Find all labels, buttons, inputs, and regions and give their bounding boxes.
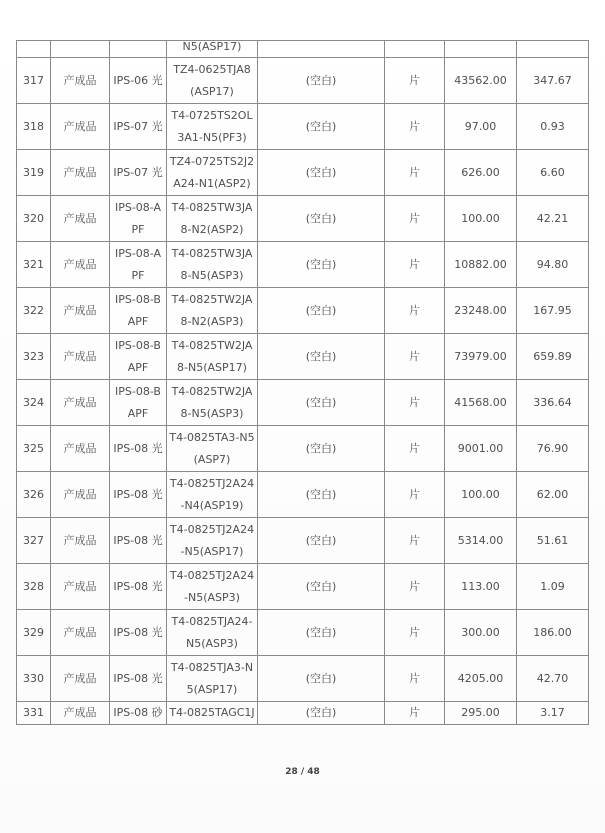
cell-name: IPS-08-BAPF (110, 288, 167, 334)
cell-amount: 336.64 (517, 380, 589, 426)
cell-amount: 347.67 (517, 58, 589, 104)
cell-blank: (空白) (258, 104, 385, 150)
cell-blank: (空白) (258, 150, 385, 196)
cell-amount: 3.17 (517, 702, 589, 725)
cell-amount: 62.00 (517, 472, 589, 518)
cell-qty: 113.00 (445, 564, 517, 610)
table-row (17, 702, 589, 725)
cell-no: 331 (17, 702, 51, 725)
cell-blank: (空白) (258, 472, 385, 518)
cell-type: 产成品 (51, 380, 110, 426)
cell-amount: 42.21 (517, 196, 589, 242)
cell-qty: 41568.00 (445, 380, 517, 426)
cell (110, 41, 167, 58)
table-row-continued (17, 41, 589, 58)
cell-model: T4-0825TW3JA8-N2(ASP2) (167, 196, 258, 242)
cell-unit: 片 (385, 610, 445, 656)
cell-no: 328 (17, 564, 51, 610)
cell (258, 41, 385, 58)
cell-unit: 片 (385, 150, 445, 196)
table-row (17, 150, 589, 196)
cell-type: 产成品 (51, 242, 110, 288)
cell-unit: 片 (385, 242, 445, 288)
cell-name: IPS-08-BAPF (110, 334, 167, 380)
cell-no: 326 (17, 472, 51, 518)
cell (51, 41, 110, 58)
cell-blank: (空白) (258, 58, 385, 104)
cell-type: 产成品 (51, 426, 110, 472)
table-row (17, 334, 589, 380)
table-row (17, 472, 589, 518)
cell-name: IPS-08 光 (110, 564, 167, 610)
cell-type: 产成品 (51, 656, 110, 702)
cell-unit: 片 (385, 702, 445, 725)
cell-blank: (空白) (258, 518, 385, 564)
cell-amount: 42.70 (517, 656, 589, 702)
cell (17, 41, 51, 58)
cell-unit: 片 (385, 288, 445, 334)
inventory-table (16, 40, 589, 725)
cell-no: 321 (17, 242, 51, 288)
cell-qty: 626.00 (445, 150, 517, 196)
cell-model: N5(ASP17) (167, 41, 258, 58)
cell-no: 324 (17, 380, 51, 426)
table-row (17, 656, 589, 702)
cell-blank: (空白) (258, 426, 385, 472)
table-row (17, 58, 589, 104)
cell-amount: 1.09 (517, 564, 589, 610)
cell-type: 产成品 (51, 610, 110, 656)
cell-unit: 片 (385, 104, 445, 150)
cell-amount: 76.90 (517, 426, 589, 472)
cell-qty: 43562.00 (445, 58, 517, 104)
cell-type: 产成品 (51, 196, 110, 242)
cell-model: T4-0825TA3-N5(ASP7) (167, 426, 258, 472)
cell-name: IPS-07 光 (110, 150, 167, 196)
cell-model: T4-0825TJ2A24-N5(ASP17) (167, 518, 258, 564)
cell-name: IPS-08 光 (110, 426, 167, 472)
cell-unit: 片 (385, 380, 445, 426)
cell-type: 产成品 (51, 58, 110, 104)
cell-amount: 167.95 (517, 288, 589, 334)
cell (385, 41, 445, 58)
cell-model: TZ4-0625TJA8(ASP17) (167, 58, 258, 104)
table-row (17, 518, 589, 564)
cell-blank: (空白) (258, 242, 385, 288)
cell-model: T4-0725TS2OL3A1-N5(PF3) (167, 104, 258, 150)
cell-unit: 片 (385, 564, 445, 610)
cell-no: 317 (17, 58, 51, 104)
cell-amount: 51.61 (517, 518, 589, 564)
cell-unit: 片 (385, 334, 445, 380)
cell-name: IPS-08 光 (110, 472, 167, 518)
cell-model: T4-0825TW3JA8-N5(ASP3) (167, 242, 258, 288)
table-row (17, 426, 589, 472)
table-row (17, 380, 589, 426)
cell-no: 325 (17, 426, 51, 472)
table-row (17, 564, 589, 610)
cell-qty: 97.00 (445, 104, 517, 150)
cell-unit: 片 (385, 196, 445, 242)
cell-blank: (空白) (258, 334, 385, 380)
cell-model: T4-0825TJA3-N5(ASP17) (167, 656, 258, 702)
cell-no: 330 (17, 656, 51, 702)
cell-type: 产成品 (51, 150, 110, 196)
cell-no: 323 (17, 334, 51, 380)
cell-unit: 片 (385, 426, 445, 472)
cell-unit: 片 (385, 656, 445, 702)
cell (517, 41, 589, 58)
cell-name: IPS-07 光 (110, 104, 167, 150)
cell-model: T4-0825TW2JA8-N5(ASP3) (167, 380, 258, 426)
cell-qty: 10882.00 (445, 242, 517, 288)
cell-name: IPS-08 光 (110, 518, 167, 564)
cell-model: T4-0825TJ2A24-N4(ASP19) (167, 472, 258, 518)
cell-qty: 4205.00 (445, 656, 517, 702)
cell-type: 产成品 (51, 518, 110, 564)
cell-blank: (空白) (258, 656, 385, 702)
cell-no: 329 (17, 610, 51, 656)
cell-blank: (空白) (258, 610, 385, 656)
cell-qty: 73979.00 (445, 334, 517, 380)
cell-amount: 94.80 (517, 242, 589, 288)
table-row (17, 288, 589, 334)
cell-type: 产成品 (51, 472, 110, 518)
cell-qty: 100.00 (445, 196, 517, 242)
cell-name: IPS-08 光 (110, 610, 167, 656)
table-row (17, 610, 589, 656)
cell-no: 327 (17, 518, 51, 564)
cell-amount: 659.89 (517, 334, 589, 380)
cell-type: 产成品 (51, 564, 110, 610)
cell-unit: 片 (385, 518, 445, 564)
cell-blank: (空白) (258, 196, 385, 242)
page-number: 28 / 48 (285, 767, 320, 777)
cell-type: 产成品 (51, 288, 110, 334)
cell-name: IPS-08-BAPF (110, 380, 167, 426)
cell-qty: 300.00 (445, 610, 517, 656)
cell-qty: 100.00 (445, 472, 517, 518)
table-row (17, 104, 589, 150)
table-row (17, 196, 589, 242)
cell-name: IPS-08-APF (110, 196, 167, 242)
cell-model: T4-0825TJA24-N5(ASP3) (167, 610, 258, 656)
cell-no: 322 (17, 288, 51, 334)
cell-type: 产成品 (51, 702, 110, 725)
cell-unit: 片 (385, 472, 445, 518)
cell-name: IPS-08 砂 (110, 702, 167, 725)
cell-no: 319 (17, 150, 51, 196)
cell-blank: (空白) (258, 380, 385, 426)
cell-type: 产成品 (51, 104, 110, 150)
cell-amount: 186.00 (517, 610, 589, 656)
cell-model: T4-0825TW2JA8-N2(ASP3) (167, 288, 258, 334)
cell-name: IPS-08 光 (110, 656, 167, 702)
cell-model: T4-0825TJ2A24-N5(ASP3) (167, 564, 258, 610)
cell-name: IPS-08-APF (110, 242, 167, 288)
cell-qty: 9001.00 (445, 426, 517, 472)
cell-name: IPS-06 光 (110, 58, 167, 104)
cell-no: 318 (17, 104, 51, 150)
cell-type: 产成品 (51, 334, 110, 380)
cell-amount: 0.93 (517, 104, 589, 150)
cell-qty: 295.00 (445, 702, 517, 725)
cell-qty: 5314.00 (445, 518, 517, 564)
cell-qty: 23248.00 (445, 288, 517, 334)
cell-blank: (空白) (258, 564, 385, 610)
table-row (17, 242, 589, 288)
cell-blank: (空白) (258, 288, 385, 334)
cell-model: TZ4-0725TS2J2A24-N1(ASP2) (167, 150, 258, 196)
cell-blank: (空白) (258, 702, 385, 725)
cell-no: 320 (17, 196, 51, 242)
cell-model: T4-0825TAGC1J (167, 702, 258, 725)
cell (445, 41, 517, 58)
cell-unit: 片 (385, 58, 445, 104)
cell-model: T4-0825TW2JA8-N5(ASP17) (167, 334, 258, 380)
cell-amount: 6.60 (517, 150, 589, 196)
